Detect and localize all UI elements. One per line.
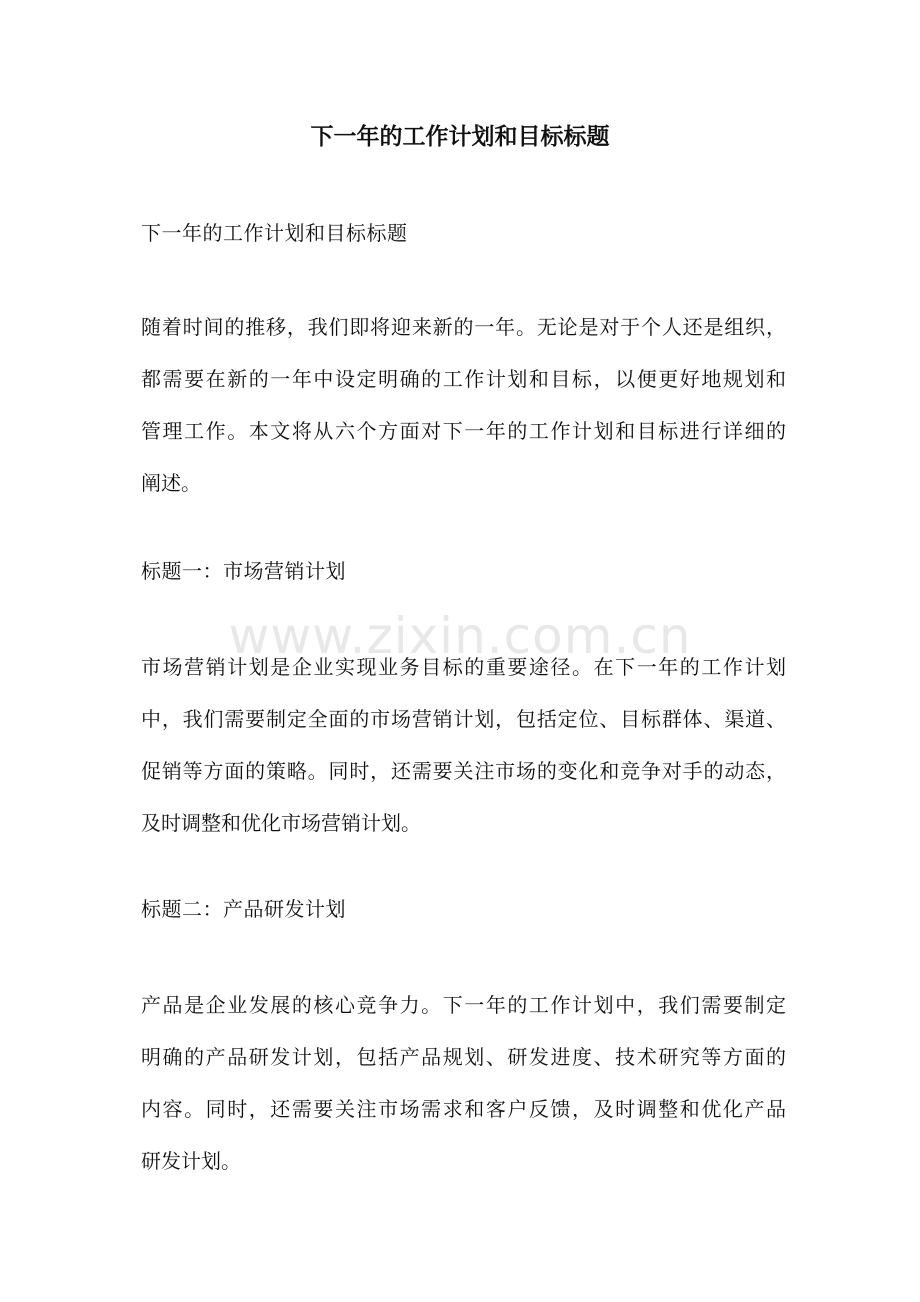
paragraph-line: 中，我们需要制定全面的市场营销计划，包括定位、目标群体、渠道、 <box>141 707 786 731</box>
section-body-marketing <box>141 647 786 855</box>
document-subtitle: 下一年的工作计划和目标标题 <box>141 221 408 245</box>
paragraph-line: 及时调整和优化市场营销计划。 <box>141 811 421 835</box>
intro-line: 管理工作。本文将从六个方面对下一年的工作计划和目标进行详细的 <box>141 419 786 443</box>
document-title: 下一年的工作计划和目标标题 <box>310 123 610 150</box>
intro-line: 阐述。 <box>141 471 201 495</box>
paragraph-line: 内容。同时，还需要关注市场需求和客户反馈，及时调整和优化产品 <box>141 1097 786 1121</box>
section-heading-product: 标题二：产品研发计划 <box>141 897 346 921</box>
paragraph-line: 明确的产品研发计划，包括产品规划、研发进度、技术研究等方面的 <box>141 1045 786 1069</box>
paragraph-line: 研发计划。 <box>141 1149 241 1173</box>
intro-line: 都需要在新的一年中设定明确的工作计划和目标，以便更好地规划和 <box>141 367 786 391</box>
intro-paragraph <box>141 307 786 515</box>
paragraph-line: 促销等方面的策略。同时，还需要关注市场的变化和竞争对手的动态， <box>141 759 786 783</box>
paragraph-line: 产品是企业发展的核心竞争力。下一年的工作计划中，我们需要制定 <box>141 993 786 1017</box>
paragraph-line: 市场营销计划是企业实现业务目标的重要途径。在下一年的工作计划 <box>141 655 786 679</box>
section-heading-marketing: 标题一：市场营销计划 <box>141 559 346 583</box>
section-body-product <box>141 985 786 1193</box>
intro-line: 随着时间的推移，我们即将迎来新的一年。无论是对于个人还是组织， <box>141 315 786 339</box>
watermark: www.zixin.com.cn <box>228 607 692 665</box>
